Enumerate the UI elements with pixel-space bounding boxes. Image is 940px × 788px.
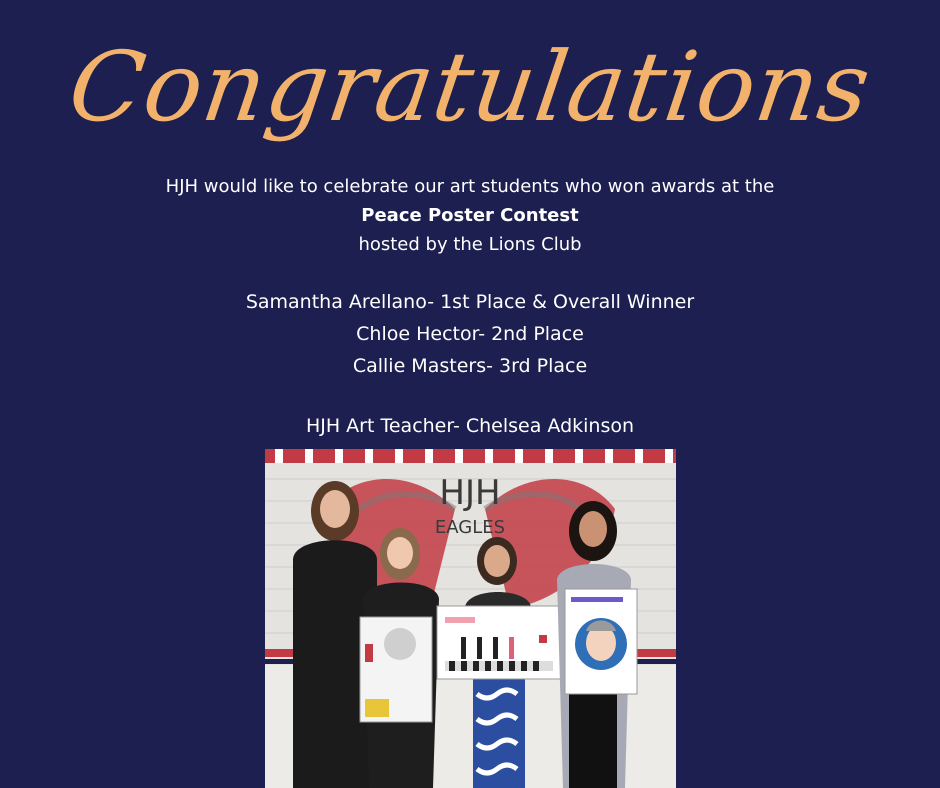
winner-third: Callie Masters- 3rd Place [352, 355, 588, 377]
winner-second: Chloe Hector- 2nd Place [356, 323, 584, 345]
winners-list [0, 286, 940, 382]
group-photo [265, 449, 676, 788]
svg-text:EAGLES: EAGLES [434, 517, 506, 538]
intro-text [0, 172, 940, 259]
svg-text:HJH: HJH [439, 473, 501, 513]
intro-line-1: HJH would like to celebrate our art students who won awards at the [165, 176, 775, 197]
contest-name: Peace Poster Contest [361, 205, 579, 226]
page-title: Congratulations [62, 31, 878, 143]
intro-line-3: hosted by the Lions Club [358, 234, 582, 255]
winner-first: Samantha Arellano- 1st Place & Overall Winner [245, 291, 695, 313]
art-teacher: HJH Art Teacher- Chelsea Adkinson [305, 415, 635, 437]
